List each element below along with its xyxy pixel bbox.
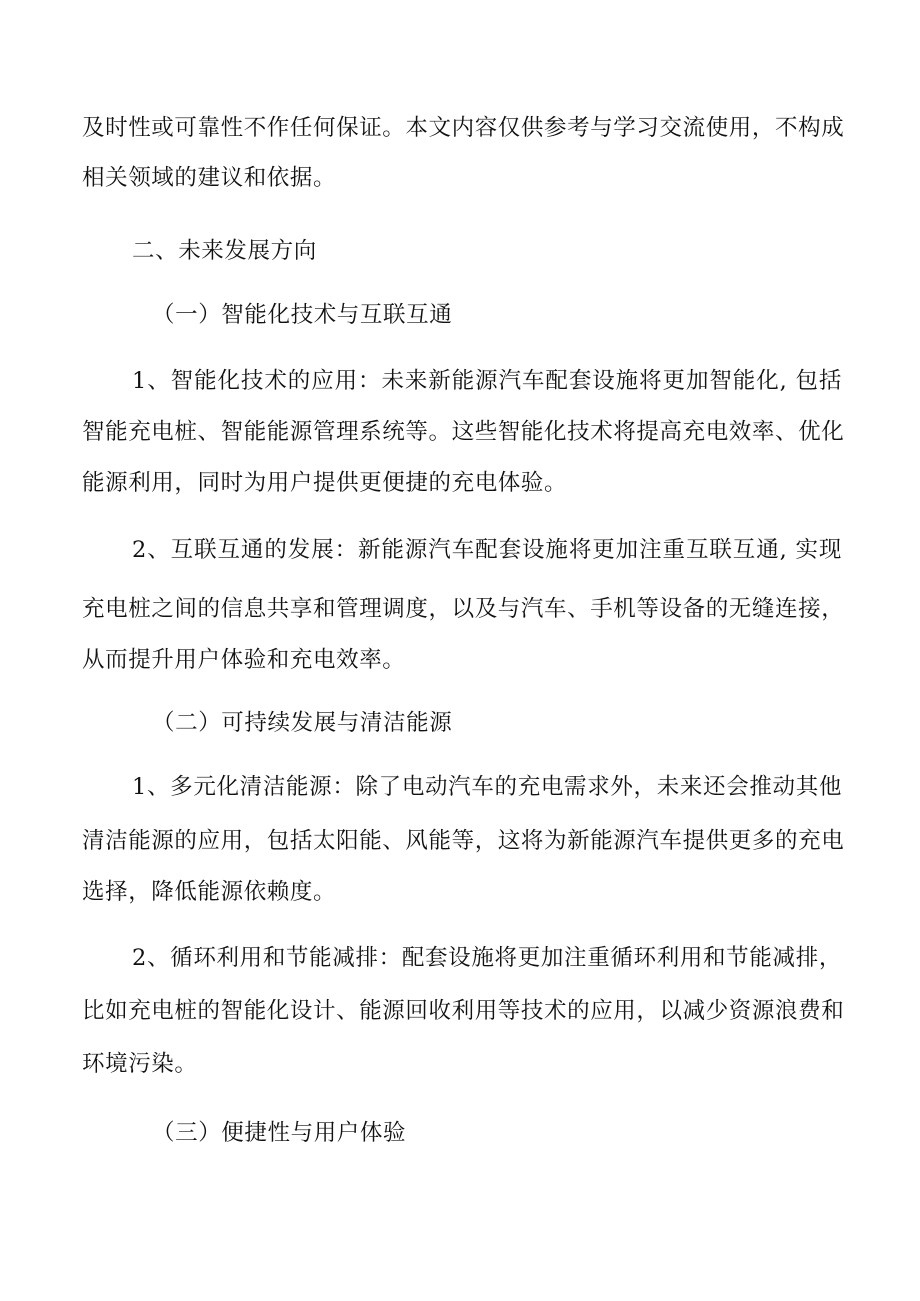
subsection-heading-3: （三）便捷性与用户体验 [152,1120,407,1146]
paragraph-2-2-line-2: 比如充电桩的智能化设计、能源回收利用等技术的应用，以减少资源浪费和 [82,998,845,1024]
paragraph-2-2-line-3: 环境污染。 [82,1051,198,1077]
paragraph-1-1-line-1: 1、智能化技术的应用：未来新能源汽车配套设施将更加智能化, 包括 [132,368,842,394]
paragraph-1-2-line-2: 充电桩之间的信息共享和管理调度，以及与汽车、手机等设备的无缝连接， [82,596,845,622]
paragraph-1-1-line-2: 智能充电桩、智能能源管理系统等。这些智能化技术将提高充电效率、优化 [82,419,845,445]
intro-line-1: 及时性或可靠性不作任何保证。本文内容仅供参考与学习交流使用，不构成 [82,115,845,141]
paragraph-2-1-line-3: 选择，降低能源依赖度。 [82,879,337,905]
intro-line-2: 相关领域的建议和依据。 [82,165,337,191]
section-heading: 二、未来发展方向 [132,238,317,264]
paragraph-2-1-line-1: 1、多元化清洁能源：除了电动汽车的充电需求外，未来还会推动其他 [132,774,842,800]
paragraph-2-1-line-2: 清洁能源的应用，包括太阳能、风能等，这将为新能源汽车提供更多的充电 [82,828,845,854]
subsection-heading-2: （二）可持续发展与清洁能源 [152,710,453,736]
paragraph-2-2-line-1: 2、循环利用和节能减排：配套设施将更加注重循环利用和节能减排， [132,945,842,971]
paragraph-1-2-line-1: 2、互联互通的发展：新能源汽车配套设施将更加注重互联互通, 实现 [132,537,842,563]
paragraph-1-2-line-3: 从而提升用户体验和充电效率。 [82,647,406,673]
paragraph-1-1-line-3: 能源利用，同时为用户提供更便捷的充电体验。 [82,470,568,496]
subsection-heading-1: （一）智能化技术与互联互通 [152,302,453,328]
